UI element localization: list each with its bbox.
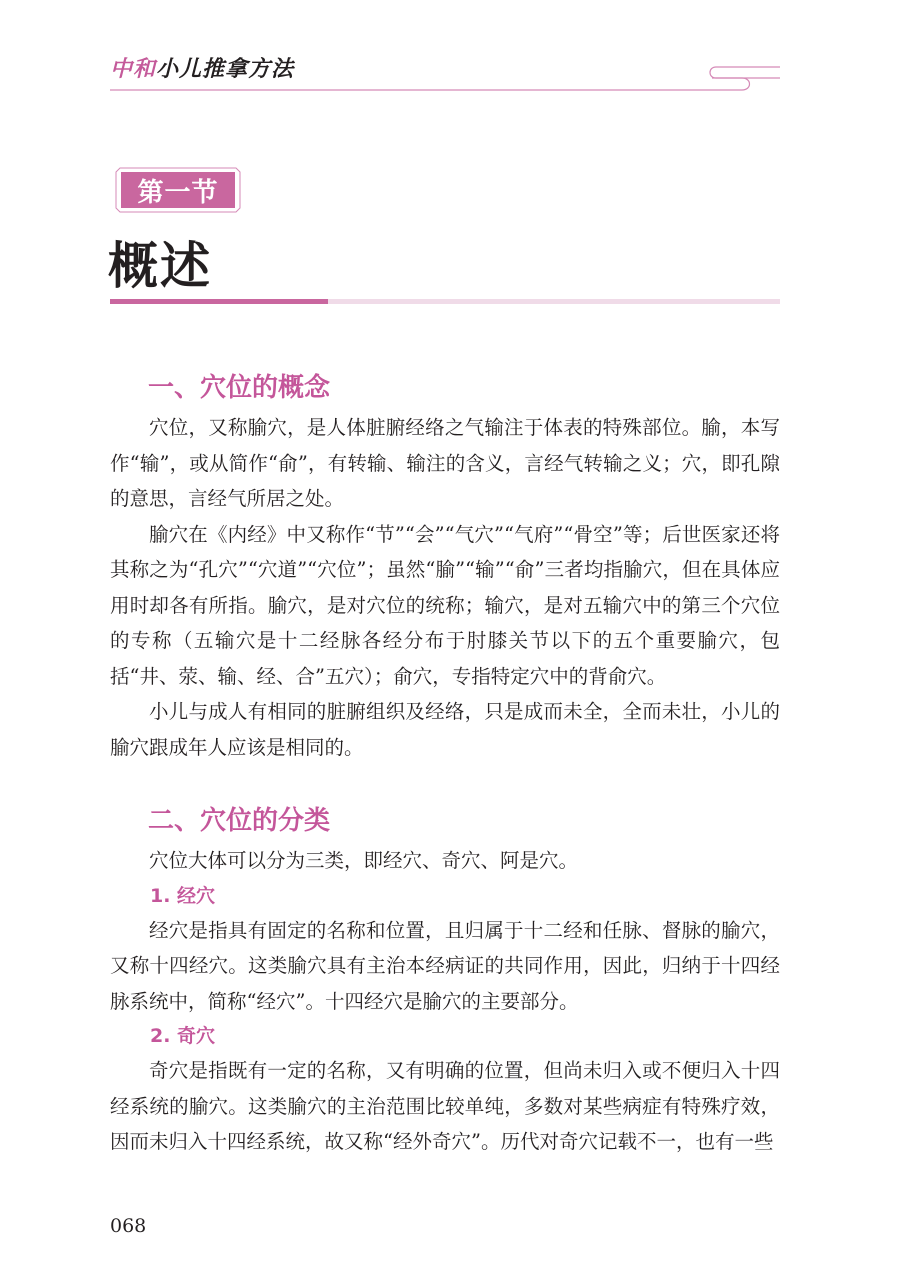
page-number: 068 [110,1215,147,1237]
section-badge [114,166,242,214]
body-content [110,366,780,1160]
section-title: 概述 [108,237,212,295]
subheading-extra-points: 2. 奇穴 [150,1025,216,1047]
heading-concept: 一、穴位的概念 [148,373,331,403]
running-header [110,52,294,83]
paragraph: 腧穴在《内经》中又称作“节”“会”“气穴”“气府”“骨空”等；后世医家还将其称之为“孔穴”“穴道”“穴位”；虽然“腧”“输”“俞”三者均指腧穴，但在具体应用时却各有所指。腧穴，是对穴位的统称；输穴，是对五输穴中的第三个穴位的专称（五输穴是十二经脉各经分布于肘膝关节以下的五个重要腧穴，包括“井、荥、输、经、合”五穴）；俞穴，专指特定穴中的背俞穴。 [110,522,780,688]
title-underline-accent [110,299,328,304]
section-badge-label: 第一节 [137,177,219,208]
subheading-meridian-points: 1. 经穴 [150,884,216,907]
header-brand: 中和 [110,57,157,82]
paragraph: 奇穴是指既有一定的名称，又有明确的位置，但尚未归入或不便归入十四经系统的腧穴。这类腧穴的主治范围比较单纯，多数对某些病症有特殊疗效，因而未归入十四经系统，故又称“经外奇穴”。历代对奇穴记载不一，也有一些 [110,1059,780,1153]
header-book-title: 小儿推拿方法 [156,57,295,82]
heading-classification: 二、穴位的分类 [148,806,331,836]
paragraph: 穴位，又称腧穴，是人体脏腑经络之气输注于体表的特殊部位。腧，本写作“输”，或从简作“俞”，有转输、输注的含义，言经气转输之义；穴，即孔隙的意思，言经气所居之处。 [110,416,780,510]
title-underline-light [328,299,780,304]
paragraph: 穴位大体可以分为三类，即经穴、奇穴、阿是穴。 [149,849,579,872]
header-decoration [0,0,900,100]
paragraph: 小儿与成人有相同的脏腑组织及经络，只是成而未全，全而未壮，小儿的腧穴跟成年人应该是相同的。 [110,700,780,759]
paragraph: 经穴是指具有固定的名称和位置，且归属于十二经和任脉、督脉的腧穴，又称十四经穴。这类腧穴具有主治本经病证的共同作用，因此，归纳于十四经脉系统中，简称“经穴”。十四经穴是腧穴的主要部分。 [110,918,780,1013]
